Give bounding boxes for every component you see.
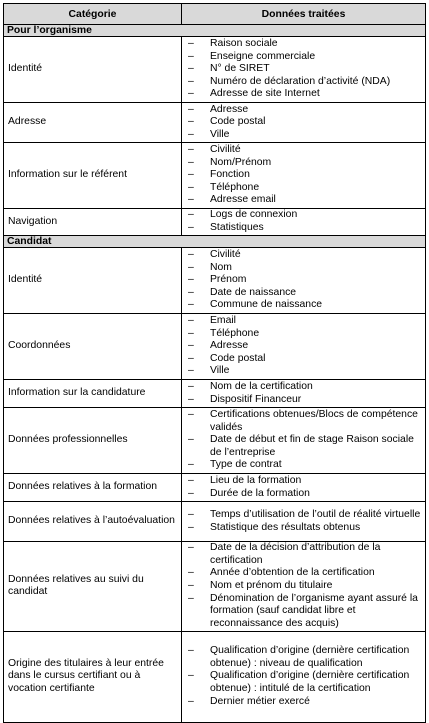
dash-bullet: –	[188, 286, 194, 298]
item-text: Commune de naissance	[210, 299, 323, 311]
dash-bullet: –	[188, 75, 194, 87]
data-items-list	[188, 104, 423, 142]
item-text: Prénom	[210, 274, 247, 286]
category-cell: Information sur le référent	[4, 143, 182, 209]
category-cell: Origine des titulaires à leur entrée dans le cursus certifiant ou à vocation certifiante	[4, 631, 182, 722]
dash-bullet: –	[188, 695, 194, 707]
dash-bullet: –	[188, 248, 194, 260]
list-item	[188, 299, 423, 312]
data-items-cell	[182, 103, 426, 143]
list-item	[188, 522, 423, 535]
table-row	[4, 103, 426, 143]
data-items-list	[188, 209, 423, 234]
list-item	[188, 381, 423, 394]
list-item	[188, 116, 423, 129]
list-item	[188, 670, 423, 695]
data-items-cell	[182, 408, 426, 474]
dash-bullet: –	[188, 181, 194, 193]
data-items-cell	[182, 209, 426, 236]
dash-bullet: –	[188, 508, 194, 520]
item-text: Adresse	[210, 103, 249, 115]
data-items-list	[188, 249, 423, 312]
list-item	[188, 38, 423, 51]
item-text: Civilité	[210, 143, 241, 155]
category-cell: Coordonnées	[4, 314, 182, 380]
item-text: Type de contrat	[210, 459, 282, 471]
item-text: Enseigne commerciale	[210, 50, 316, 62]
data-processing-table	[3, 3, 426, 723]
table-row	[4, 209, 426, 236]
dash-bullet: –	[188, 116, 194, 128]
dash-bullet: –	[188, 88, 194, 100]
dash-bullet: –	[188, 521, 194, 533]
dash-bullet: –	[188, 261, 194, 273]
table-row	[4, 314, 426, 380]
list-item	[188, 274, 423, 287]
item-text: Qualification d’origine (dernière certification obtenue) : niveau de qualification	[210, 644, 410, 669]
list-item	[188, 51, 423, 64]
category-cell: Adresse	[4, 103, 182, 143]
dash-bullet: –	[188, 128, 194, 140]
dash-bullet: –	[188, 579, 194, 591]
dash-bullet: –	[188, 143, 194, 155]
dash-bullet: –	[188, 434, 194, 446]
table-row	[4, 474, 426, 502]
table-row	[4, 542, 426, 632]
section-row	[4, 236, 426, 248]
dash-bullet: –	[188, 63, 194, 75]
data-items-cell	[182, 380, 426, 408]
item-text: Téléphone	[210, 327, 260, 339]
dash-bullet: –	[188, 592, 194, 604]
item-text: Année d’obtention de la certification	[210, 567, 375, 579]
list-item	[188, 144, 423, 157]
category-cell: Données professionnelles	[4, 408, 182, 474]
table-row	[4, 37, 426, 103]
dash-bullet: –	[188, 169, 194, 181]
dash-bullet: –	[188, 103, 194, 115]
list-item	[188, 63, 423, 76]
dash-bullet: –	[188, 314, 194, 326]
category-cell: Identité	[4, 248, 182, 314]
category-cell: Données relatives à l’autoévaluation	[4, 502, 182, 542]
list-item	[188, 194, 423, 207]
dash-bullet: –	[188, 50, 194, 62]
category-cell: Données relatives au suivi du candidat	[4, 542, 182, 632]
list-item	[188, 645, 423, 670]
table-row	[4, 631, 426, 722]
list-item	[188, 222, 423, 235]
section-title: Pour l’organisme	[4, 25, 426, 37]
dash-bullet: –	[188, 567, 194, 579]
section-row	[4, 25, 426, 37]
list-item	[188, 567, 423, 580]
list-item	[188, 593, 423, 631]
dash-bullet: –	[188, 274, 194, 286]
data-items-cell	[182, 474, 426, 502]
dash-bullet: –	[188, 209, 194, 221]
data-items-list	[188, 542, 423, 631]
item-text: Qualification d’origine (dernière certification obtenue) : intitulé de la certification	[210, 670, 410, 694]
data-items-cell	[182, 248, 426, 314]
data-items-cell	[182, 631, 426, 722]
list-item	[188, 249, 423, 262]
item-text: Civilité	[210, 248, 241, 260]
item-text: Dernier métier exercé	[210, 695, 310, 707]
item-text: Lieu de la formation	[210, 474, 302, 486]
list-item	[188, 696, 423, 709]
dash-bullet: –	[188, 459, 194, 471]
item-text: Ville	[210, 128, 230, 140]
item-text: Adresse	[210, 340, 249, 352]
list-item	[188, 209, 423, 222]
item-text: Raison sociale	[210, 37, 278, 49]
list-item	[188, 182, 423, 195]
item-text: Date de la décision d’attribution de la certification	[210, 542, 381, 566]
item-text: Email	[210, 314, 236, 326]
item-text: Temps d’utilisation de l’outil de réalité virtuelle	[210, 508, 421, 520]
list-item	[188, 104, 423, 117]
item-text: Code postal	[210, 116, 266, 128]
item-text: Certifications obtenues/Blocs de compétence validés	[210, 408, 418, 433]
list-item	[188, 475, 423, 488]
list-item	[188, 315, 423, 328]
dash-bullet: –	[188, 474, 194, 486]
table-row	[4, 380, 426, 408]
data-items-cell	[182, 502, 426, 542]
data-items-list	[188, 509, 423, 534]
dash-bullet: –	[188, 408, 194, 420]
data-items-list	[188, 475, 423, 500]
dash-bullet: –	[188, 380, 194, 392]
data-items-cell	[182, 542, 426, 632]
list-item	[188, 409, 423, 434]
dash-bullet: –	[188, 487, 194, 499]
item-text: Adresse email	[210, 194, 276, 206]
list-item	[188, 488, 423, 501]
list-item	[188, 340, 423, 353]
item-text: Numéro de déclaration d’activité (NDA)	[210, 75, 391, 87]
section-title: Candidat	[4, 236, 426, 248]
category-cell: Navigation	[4, 209, 182, 236]
item-text: N° de SIRET	[210, 63, 270, 75]
item-text: Nom de la certification	[210, 380, 313, 392]
dash-bullet: –	[188, 194, 194, 206]
table-row	[4, 502, 426, 542]
dash-bullet: –	[188, 365, 194, 377]
item-text: Statistiques	[210, 222, 264, 233]
header-category: Catégorie	[4, 4, 182, 25]
item-text: Logs de connexion	[210, 209, 298, 221]
item-text: Date de début et fin de stage Raison sociale de l’entreprise	[210, 434, 414, 458]
list-item	[188, 434, 423, 459]
dash-bullet: –	[188, 352, 194, 364]
table-row	[4, 408, 426, 474]
data-items-list	[188, 315, 423, 378]
list-item	[188, 76, 423, 89]
data-items-cell	[182, 37, 426, 103]
list-item	[188, 328, 423, 341]
list-item	[188, 542, 423, 567]
table-header-row	[4, 4, 426, 25]
item-text: Adresse de site Internet	[210, 88, 320, 100]
dash-bullet: –	[188, 340, 194, 352]
item-text: Durée de la formation	[210, 487, 310, 499]
list-item	[188, 509, 423, 522]
list-item	[188, 394, 423, 407]
dash-bullet: –	[188, 156, 194, 168]
category-cell: Identité	[4, 37, 182, 103]
item-text: Téléphone	[210, 181, 260, 193]
list-item	[188, 459, 423, 472]
item-text: Ville	[210, 365, 230, 377]
data-items-list	[188, 381, 423, 406]
item-text: Nom	[210, 261, 232, 273]
list-item	[188, 287, 423, 300]
list-item	[188, 169, 423, 182]
header-data: Données traitées	[182, 4, 426, 25]
dash-bullet: –	[188, 299, 194, 311]
dash-bullet: –	[188, 393, 194, 405]
item-text: Nom et prénom du titulaire	[210, 579, 333, 591]
item-text: Statistique des résultats obtenus	[210, 521, 361, 533]
dash-bullet: –	[188, 644, 194, 656]
dash-bullet: –	[188, 37, 194, 49]
list-item	[188, 580, 423, 593]
table-row	[4, 248, 426, 314]
data-items-cell	[182, 143, 426, 209]
list-item	[188, 129, 423, 142]
list-item	[188, 88, 423, 101]
item-text: Dénomination de l’organisme ayant assuré la formation (sauf candidat libre et reconnaissance des acquis)	[210, 592, 418, 629]
data-items-list	[188, 38, 423, 101]
list-item	[188, 262, 423, 275]
data-items-list	[188, 645, 423, 708]
dash-bullet: –	[188, 327, 194, 339]
item-text: Date de naissance	[210, 286, 297, 298]
item-text: Code postal	[210, 352, 266, 364]
list-item	[188, 365, 423, 378]
dash-bullet: –	[188, 542, 194, 553]
list-item	[188, 353, 423, 366]
list-item	[188, 157, 423, 170]
item-text: Dispositif Financeur	[210, 393, 302, 405]
item-text: Nom/Prénom	[210, 156, 272, 168]
category-cell: Données relatives à la formation	[4, 474, 182, 502]
dash-bullet: –	[188, 670, 194, 682]
table-row	[4, 143, 426, 209]
item-text: Fonction	[210, 169, 250, 181]
data-items-cell	[182, 314, 426, 380]
dash-bullet: –	[188, 222, 194, 233]
data-items-list	[188, 409, 423, 472]
category-cell: Information sur la candidature	[4, 380, 182, 408]
data-items-list	[188, 144, 423, 207]
